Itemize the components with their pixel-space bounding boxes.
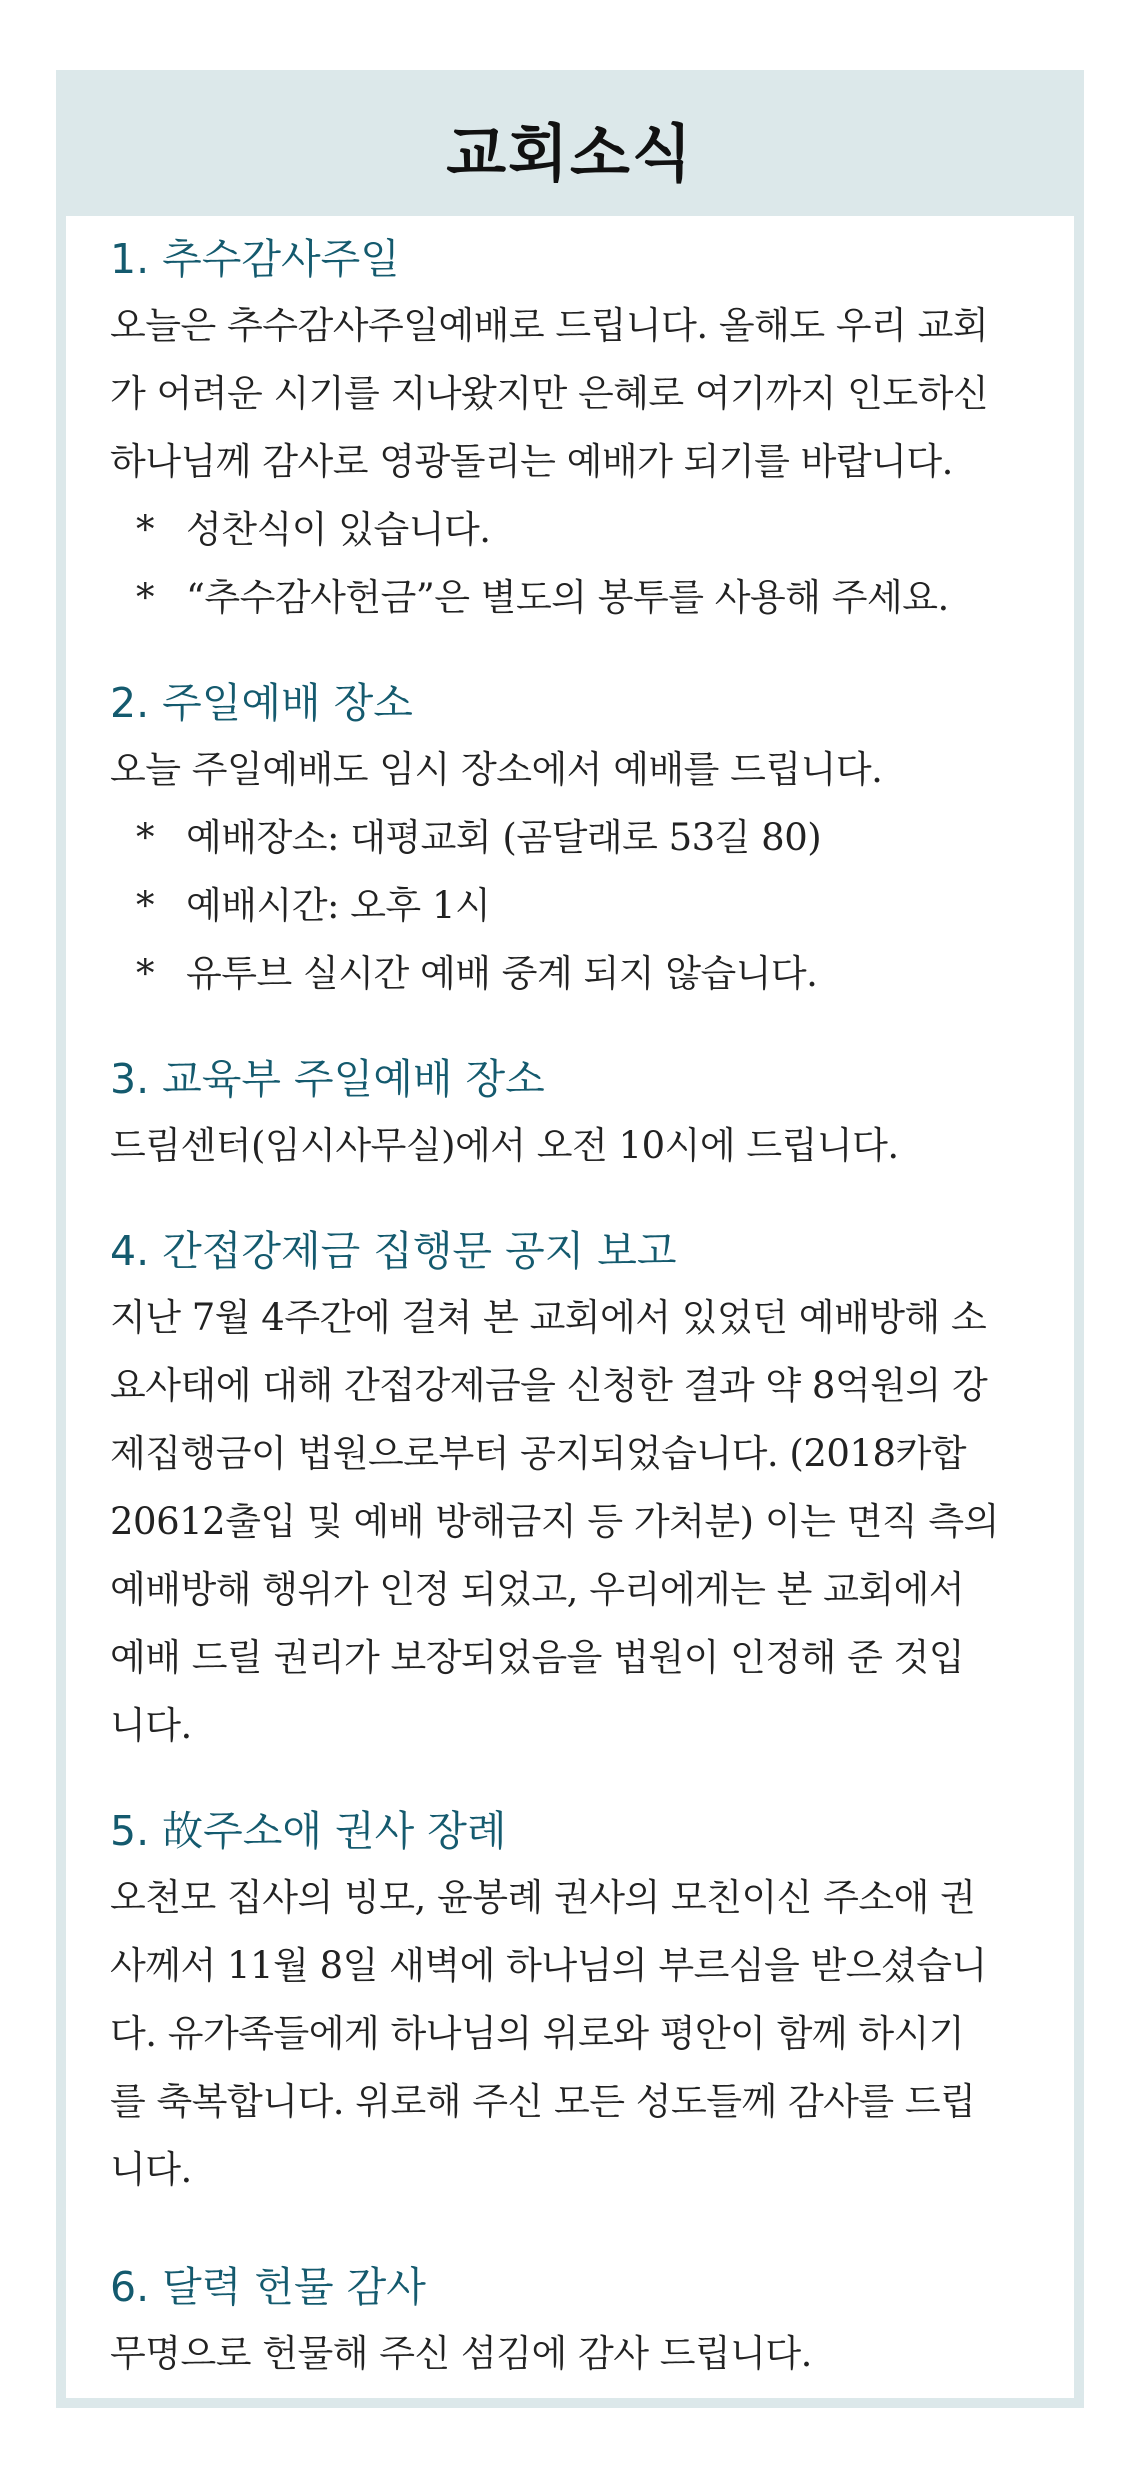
- bullet-item: [110, 940, 1030, 1008]
- section-title: 4. 간접강제금 집행문 공지 보고: [110, 1227, 677, 1275]
- bullet-list: [110, 496, 1030, 632]
- section-body: [110, 1112, 1030, 1180]
- body-line: 요사태에 대해 간접강제금을 신청한 결과 약 8억원의 강: [110, 1364, 988, 1407]
- body-line: 지난 7월 4주간에 걸쳐 본 교회에서 있었던 예배방해 소: [110, 1296, 987, 1339]
- body-line: 예배방해 행위가 인정 되었고, 우리에게는 본 교회에서: [110, 1568, 965, 1611]
- section-title: 6. 달력 헌물 감사: [110, 2263, 426, 2311]
- body-line: 니다.: [110, 1704, 192, 1747]
- section-body: [110, 1284, 1030, 1760]
- bullet-text: “추수감사헌금”은 별도의 봉투를 사용해 주세요.: [186, 576, 949, 619]
- body-line: 다. 유가족들에게 하나님의 위로와 평안이 함께 하시기: [110, 2012, 965, 2055]
- bullet-text: 성찬식이 있습니다.: [186, 508, 491, 551]
- section-title: 5. 故주소애 권사 장례: [110, 1807, 507, 1855]
- body-line: 가 어려운 시기를 지나왔지만 은혜로 여기까지 인도하신: [110, 372, 989, 415]
- panel-header: [66, 80, 1074, 216]
- body-line: 오늘 주일예배도 임시 장소에서 예배를 드립니다.: [110, 748, 883, 791]
- body-line: 무명으로 헌물해 주신 섬김에 감사 드립니다.: [110, 2332, 812, 2375]
- news-section-6: [110, 2254, 1030, 2388]
- bullet-item: [110, 804, 1030, 872]
- bullet-item: [110, 496, 1030, 564]
- news-section-4: [110, 1218, 1030, 1760]
- asterisk-icon: *: [136, 884, 154, 927]
- section-body: [110, 2320, 1030, 2388]
- body-line: 오천모 집사의 빙모, 윤봉례 권사의 모친이신 주소애 권: [110, 1876, 976, 1919]
- news-section-2: [110, 670, 1030, 1008]
- page-title: 교회소식: [446, 116, 694, 190]
- asterisk-icon: *: [136, 952, 154, 995]
- news-section-3: [110, 1046, 1030, 1180]
- section-body: [110, 292, 1030, 496]
- bullet-text: 유투브 실시간 예배 중계 되지 않습니다.: [186, 952, 818, 995]
- bullet-text: 예배시간: 오후 1시: [186, 884, 491, 927]
- section-title: 3. 교육부 주일예배 장소: [110, 1055, 545, 1103]
- bullet-list: [110, 804, 1030, 1008]
- asterisk-icon: *: [136, 508, 154, 551]
- body-line: 예배 드릴 권리가 보장되었음을 법원이 인정해 준 것입: [110, 1636, 965, 1679]
- body-line: 제집행금이 법원으로부터 공지되었습니다. (2018카합: [110, 1432, 966, 1475]
- bullet-text: 예배장소: 대평교회 (곰달래로 53길 80): [186, 816, 822, 859]
- body-line: 를 축복합니다. 위로해 주신 모든 성도들께 감사를 드립: [110, 2080, 976, 2123]
- asterisk-icon: *: [136, 576, 154, 619]
- asterisk-icon: *: [136, 816, 154, 859]
- body-line: 20612출입 및 예배 방해금지 등 가처분) 이는 면직 측의: [110, 1500, 999, 1543]
- body-line: 하나님께 감사로 영광돌리는 예배가 되기를 바랍니다.: [110, 440, 953, 483]
- news-section-1: [110, 226, 1030, 632]
- news-content: [66, 216, 1074, 2388]
- body-line: 드림센터(임시사무실)에서 오전 10시에 드립니다.: [110, 1124, 899, 1167]
- body-line: 사께서 11월 8일 새벽에 하나님의 부르심을 받으셨습니: [110, 1944, 987, 1987]
- section-body: [110, 736, 1030, 804]
- body-line: 니다.: [110, 2148, 192, 2191]
- news-panel: [56, 70, 1084, 2408]
- bullet-item: [110, 872, 1030, 940]
- news-section-5: [110, 1798, 1030, 2204]
- section-title: 2. 주일예배 장소: [110, 679, 413, 727]
- section-title: 1. 추수감사주일: [110, 235, 400, 283]
- section-body: [110, 1864, 1030, 2204]
- body-line: 오늘은 추수감사주일예배로 드립니다. 올해도 우리 교회: [110, 304, 989, 347]
- bullet-item: [110, 564, 1030, 632]
